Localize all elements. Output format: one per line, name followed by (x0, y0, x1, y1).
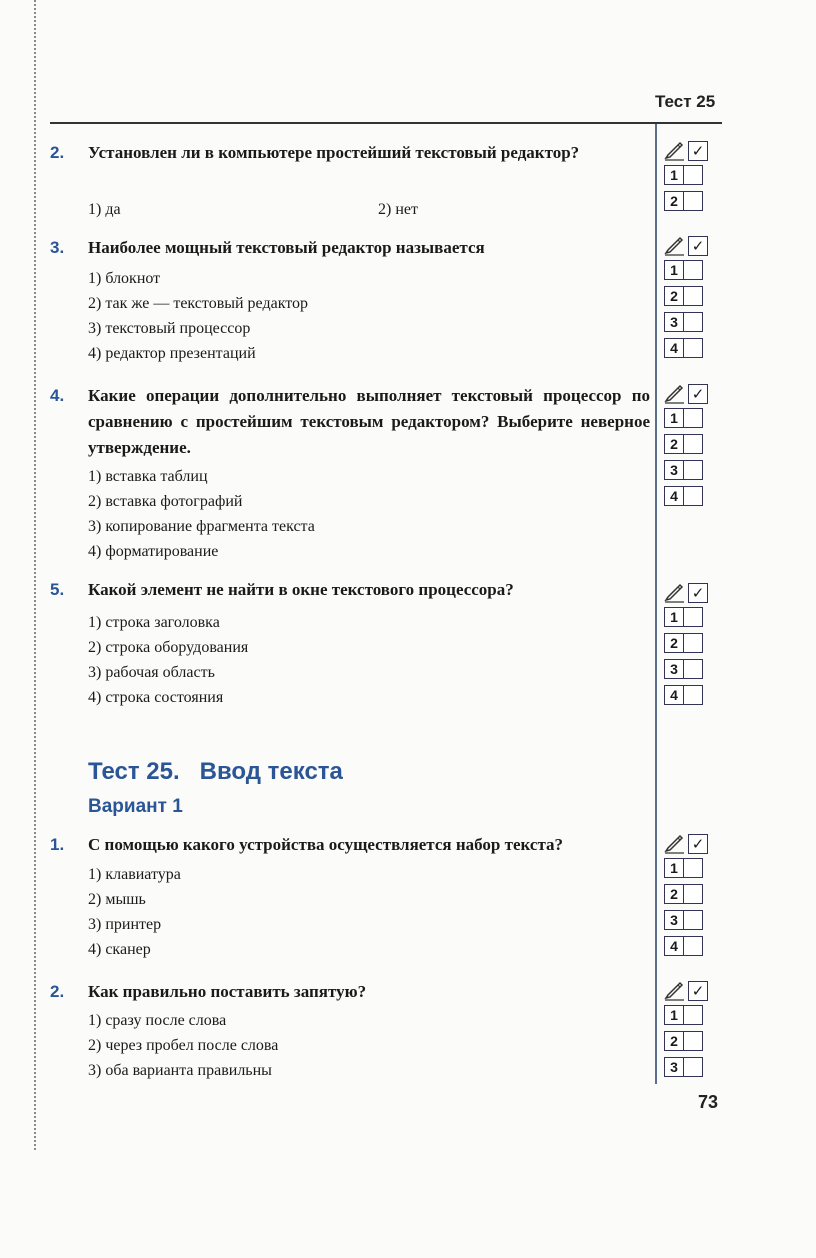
section-title: Тест 25. Ввод текста (88, 758, 343, 785)
option-2: 2) строка оборудования (88, 639, 249, 656)
check-mark-box: ✓ (688, 981, 708, 1001)
answer-row (664, 405, 724, 431)
answer-number-box: 1 (664, 607, 684, 627)
question-number: 4. (50, 386, 65, 405)
option-3: 3) принтер (88, 916, 162, 933)
check-mark-box: ✓ (688, 834, 708, 854)
answer-row (664, 682, 724, 708)
option-4: 4) сканер (88, 941, 151, 958)
pen-row (664, 140, 724, 162)
answer-checkbox[interactable] (684, 286, 703, 306)
option-3: 3) рабочая область (88, 664, 215, 681)
question-text-part: Какие операции дополнительно выполняет текстовый процессор по сравнению с простейшим текстовым редактором? Выберите (88, 386, 650, 431)
option-1: 1) да (88, 201, 121, 218)
option-1: 1) клавиатура (88, 866, 181, 883)
question-number: 1. (50, 835, 65, 854)
option-2: 2) через пробел после слова (88, 1037, 279, 1054)
option-1: 1) сразу после слова (88, 1012, 227, 1029)
answer-boxes-q2 (664, 140, 724, 214)
question-text: Наиболее мощный текстовый редактор называется (88, 238, 485, 257)
answer-checkbox[interactable] (684, 1031, 703, 1051)
answer-checkbox[interactable] (684, 858, 703, 878)
option-4: 4) форматирование (88, 543, 219, 560)
pen-row (664, 833, 724, 855)
answer-number-box: 4 (664, 936, 684, 956)
answer-row (664, 283, 724, 309)
answer-number-box: 4 (664, 486, 684, 506)
binding-edge-dotted-line (34, 0, 36, 1150)
answer-row (664, 881, 724, 907)
question-4 (50, 383, 650, 461)
answer-row (664, 656, 724, 682)
answer-checkbox[interactable] (684, 486, 703, 506)
pen-icon (664, 384, 686, 404)
answer-number-box: 3 (664, 312, 684, 332)
answer-row (664, 257, 724, 283)
option-3: 3) копирование фрагмента текста (88, 518, 315, 535)
answer-row (664, 188, 724, 214)
pen-icon (664, 834, 686, 854)
answer-number-box: 3 (664, 910, 684, 930)
answer-number-box: 2 (664, 191, 684, 211)
answer-row (664, 630, 724, 656)
answer-checkbox[interactable] (684, 910, 703, 930)
answer-checkbox[interactable] (684, 434, 703, 454)
answer-checkbox[interactable] (684, 1057, 703, 1077)
option-1: 1) вставка таблиц (88, 468, 208, 485)
answer-boxes-section-q1 (664, 833, 724, 959)
answer-checkbox[interactable] (684, 884, 703, 904)
section-question-2 (50, 979, 650, 1005)
pen-icon (664, 981, 686, 1001)
answer-boxes-section-q2 (664, 980, 724, 1080)
answer-boxes-q5 (664, 582, 724, 708)
answer-checkbox[interactable] (684, 685, 703, 705)
question-3 (50, 235, 650, 261)
answer-row (664, 933, 724, 959)
answer-row (664, 1054, 724, 1080)
question-text-part: утверждение. (88, 438, 191, 457)
pen-icon (664, 236, 686, 256)
question-5 (50, 577, 650, 603)
question-text: Как правильно поставить запятую? (88, 982, 367, 1001)
section-question-1 (50, 832, 650, 858)
answer-number-box: 2 (664, 1031, 684, 1051)
answer-row (664, 604, 724, 630)
question-text-part: найти в окне текстового процессора? (223, 580, 514, 599)
pen-icon (664, 583, 686, 603)
answer-row (664, 162, 724, 188)
check-mark-box: ✓ (688, 583, 708, 603)
check-mark-box: ✓ (688, 141, 708, 161)
option-2: 2) мышь (88, 891, 146, 908)
question-number: 2. (50, 143, 65, 162)
question-text-part: Какой элемент (88, 580, 207, 599)
question-text (88, 383, 650, 461)
answer-number-box: 2 (664, 286, 684, 306)
answer-number-box: 4 (664, 685, 684, 705)
answer-row (664, 1028, 724, 1054)
answer-number-box: 1 (664, 260, 684, 280)
answer-row (664, 855, 724, 881)
pen-icon (664, 141, 686, 161)
answer-checkbox[interactable] (684, 408, 703, 428)
answer-row (664, 309, 724, 335)
question-number: 3. (50, 238, 65, 257)
variant-title: Вариант 1 (88, 796, 183, 817)
answer-checkbox[interactable] (684, 312, 703, 332)
header-rule (50, 122, 722, 124)
check-mark-box: ✓ (688, 384, 708, 404)
answer-checkbox[interactable] (684, 1005, 703, 1025)
answer-row (664, 457, 724, 483)
question-text-emphasis: не (206, 580, 224, 599)
answer-number-box: 2 (664, 633, 684, 653)
answer-number-box: 2 (664, 434, 684, 454)
answer-number-box: 4 (664, 338, 684, 358)
option-2: 2) так же — текстовый редактор (88, 295, 309, 312)
answer-checkbox[interactable] (684, 607, 703, 627)
question-text: С помощью какого устройства осуществляется набор текста? (88, 835, 564, 854)
question-2 (50, 140, 650, 166)
answer-checkbox[interactable] (684, 659, 703, 679)
answer-number-box: 1 (664, 1005, 684, 1025)
answer-checkbox[interactable] (684, 260, 703, 280)
answer-number-box: 3 (664, 1057, 684, 1077)
option-1: 1) блокнот (88, 270, 161, 287)
answer-checkbox[interactable] (684, 165, 703, 185)
check-mark-box: ✓ (688, 236, 708, 256)
answer-number-box: 3 (664, 460, 684, 480)
option-3: 3) текстовый процессор (88, 320, 251, 337)
answer-number-box: 1 (664, 858, 684, 878)
option-1: 1) строка заголовка (88, 614, 220, 631)
answer-checkbox[interactable] (684, 338, 703, 358)
answer-boxes-q3 (664, 235, 724, 361)
pen-row (664, 383, 724, 405)
question-text (88, 577, 650, 603)
answer-boxes-q4 (664, 383, 724, 509)
option-2: 2) нет (378, 201, 418, 218)
question-number: 2. (50, 982, 65, 1001)
pen-row (664, 582, 724, 604)
answer-checkbox[interactable] (684, 191, 703, 211)
running-head: Тест 25 (655, 92, 716, 111)
answer-row (664, 483, 724, 509)
answer-number-box: 1 (664, 165, 684, 185)
answer-checkbox[interactable] (684, 633, 703, 653)
question-number: 5. (50, 580, 65, 599)
question-text: Установлен ли в компьютере простейший текстовый редактор? (88, 143, 580, 162)
answer-row (664, 1002, 724, 1028)
option-2: 2) вставка фотографий (88, 493, 243, 510)
question-text-emphasis: неверное (580, 412, 650, 431)
option-3: 3) оба варианта правильны (88, 1062, 272, 1079)
pen-row (664, 235, 724, 257)
answer-checkbox[interactable] (684, 460, 703, 480)
pen-row (664, 980, 724, 1002)
answer-row (664, 431, 724, 457)
option-4: 4) редактор презентаций (88, 345, 256, 362)
answer-row (664, 335, 724, 361)
answer-number-box: 3 (664, 659, 684, 679)
option-4: 4) строка состояния (88, 689, 224, 706)
answer-checkbox[interactable] (684, 936, 703, 956)
answer-number-box: 2 (664, 884, 684, 904)
answer-column-rule (655, 124, 657, 1084)
answer-row (664, 907, 724, 933)
answer-number-box: 1 (664, 408, 684, 428)
page-number: 73 (698, 1092, 719, 1112)
